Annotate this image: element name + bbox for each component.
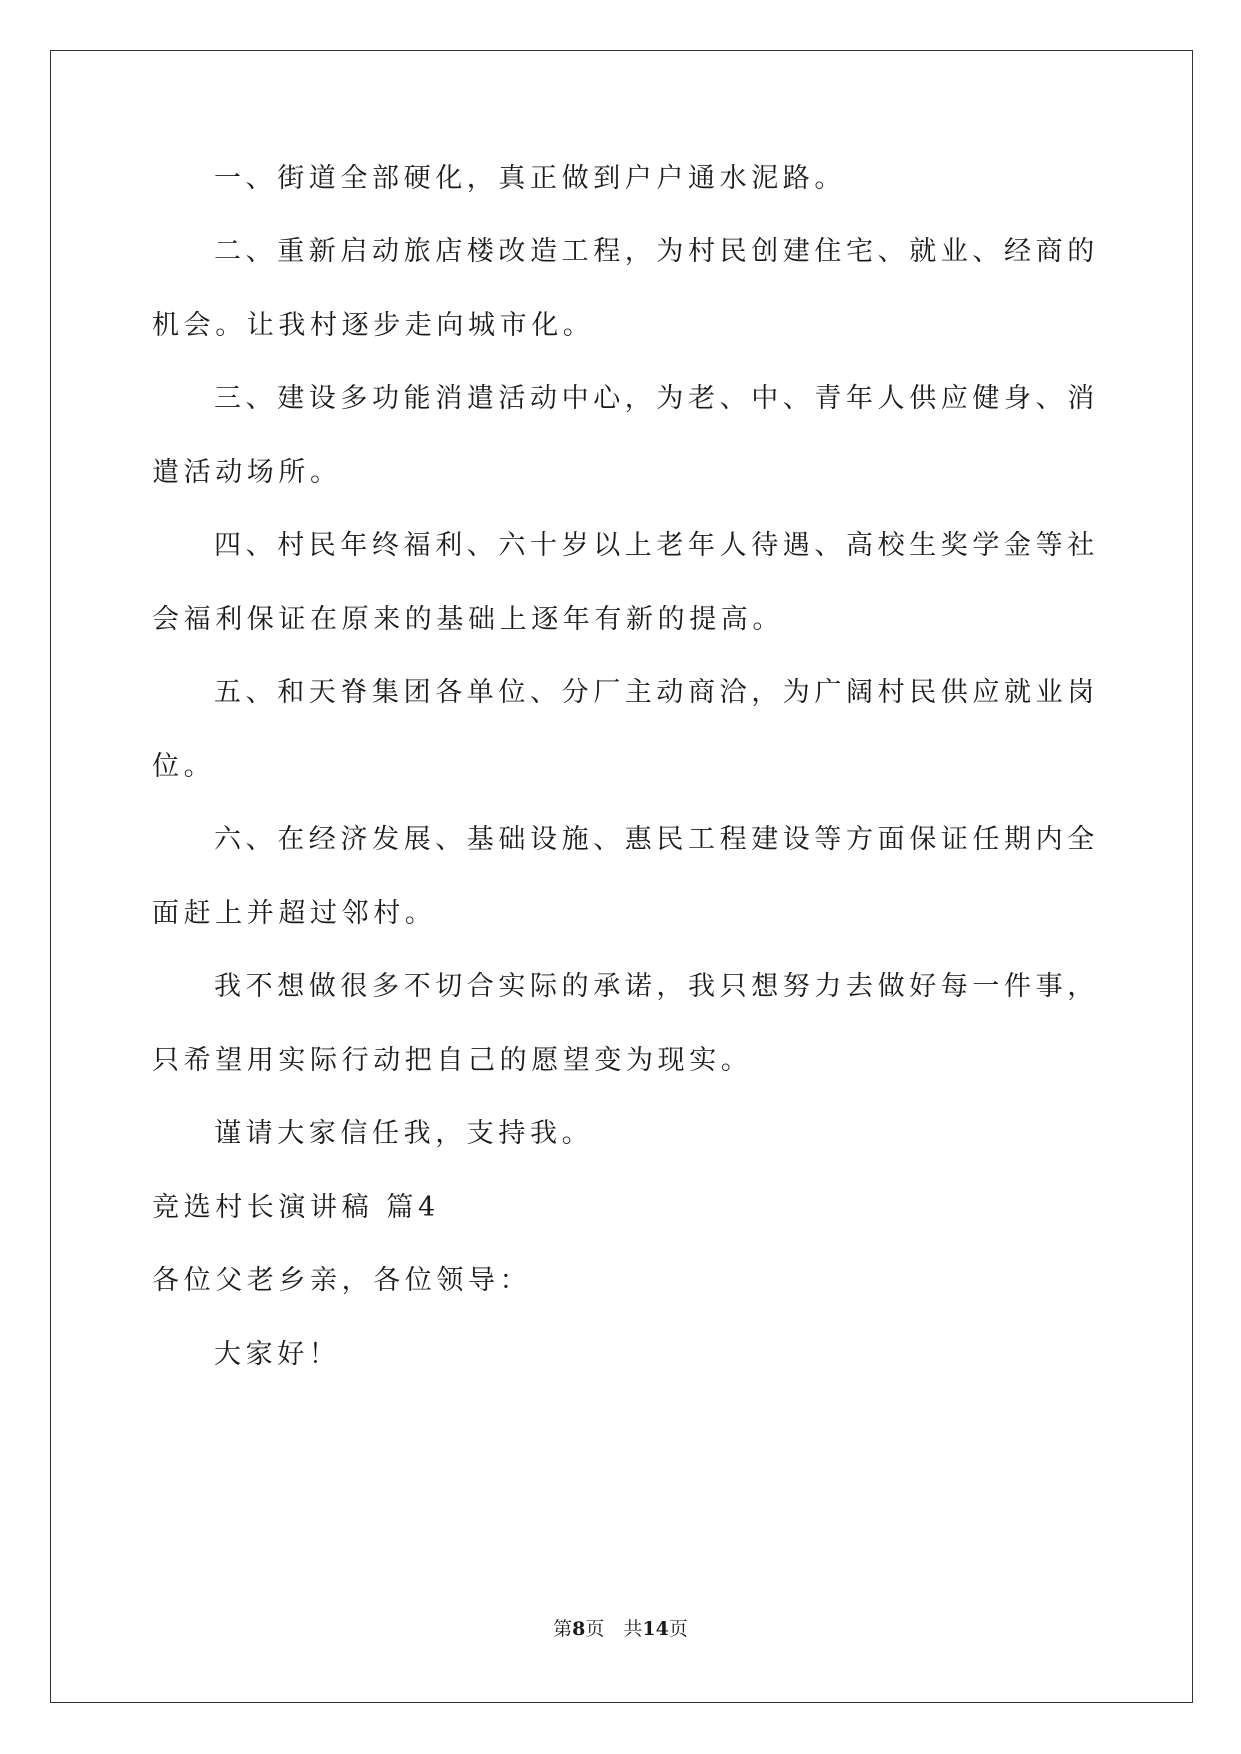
page-number-footer [0,1616,1241,1642]
paragraph-5-line-2: 位。 [152,751,216,782]
page-border [50,50,1193,1703]
paragraph-5-line-1: 五、和天脊集团各单位、分厂主动商洽，为广阔村民供应就业岗 [214,677,1099,708]
paragraph-4-line-1: 四、村民年终福利、六十岁以上老年人待遇、高校生奖学金等社 [214,530,1099,561]
paragraph-6-line-2: 面赶上并超过邻村。 [152,898,437,929]
paragraph-6-line-1: 六、在经济发展、基础设施、惠民工程建设等方面保证任期内全 [214,824,1099,855]
paragraph-4-line-2: 会福利保证在原来的基础上逐年有新的提高。 [152,604,784,635]
page-current: 8 [572,1618,586,1640]
salutation: 各位父老乡亲，各位领导： [152,1265,532,1296]
paragraph-2-line-1: 二、重新启动旅店楼改造工程，为村民创建住宅、就业、经商的 [214,236,1099,267]
page-prefix: 第 [553,1618,573,1640]
page-suffix: 页 [668,1618,688,1640]
section-title: 竞选村长演讲稿 篇4 [152,1192,440,1223]
paragraph-7-line-1: 我不想做很多不切合实际的承诺，我只想努力去做好每一件事， [214,971,1099,1002]
paragraph-2-line-2: 机会。让我村逐步走向城市化。 [152,310,595,341]
page-total: 14 [642,1618,669,1640]
greeting: 大家好！ [214,1339,341,1370]
paragraph-7-line-2: 只希望用实际行动把自己的愿望变为现实。 [152,1045,753,1076]
paragraph-3-line-2: 遣活动场所。 [152,457,342,488]
page-mid: 页 共 [585,1618,643,1640]
paragraph-8-line-1: 谨请大家信任我，支持我。 [214,1118,594,1149]
paragraph-1-line-1: 一、街道全部硬化，真正做到户户通水泥路。 [214,163,846,194]
paragraph-3-line-1: 三、建设多功能消遣活动中心，为老、中、青年人供应健身、消 [214,383,1099,414]
